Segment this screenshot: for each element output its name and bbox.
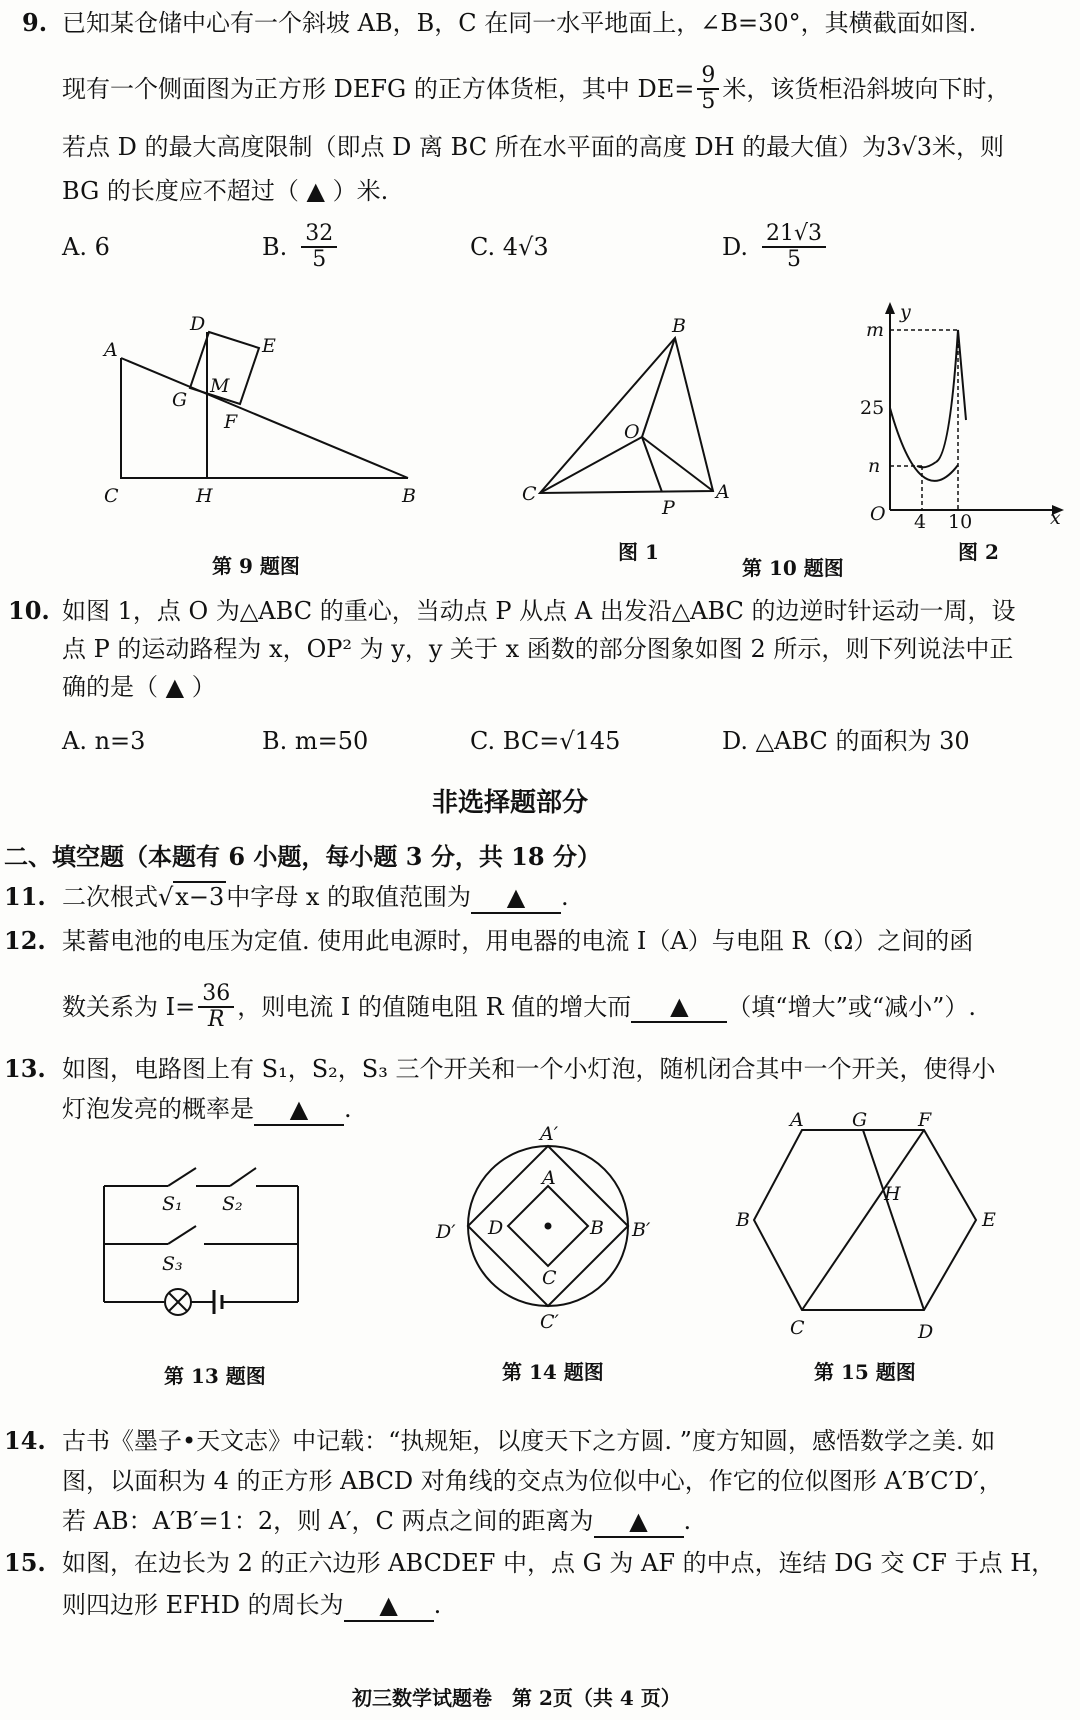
q15-label-a: A (790, 1109, 804, 1131)
q15-line1: 如图，在边长为 2 的正六边形 ABCDEF 中，点 G 为 AF 的中点，连结 DG 交 CF 于点 H， (62, 1549, 1056, 1577)
q13-label-s3: S₃ (162, 1253, 183, 1275)
q10-label-25: 25 (860, 397, 885, 419)
q15-answer-blank[interactable]: ▲ (344, 1590, 434, 1622)
q15-number: 15. (4, 1548, 46, 1577)
q10-fig2-caption: 图 2 (958, 540, 999, 564)
q10-option-a: A. n=3 (62, 727, 146, 755)
q9-label-c: C (104, 485, 119, 507)
q11-radical-sign: √ (158, 883, 174, 911)
q9-label-d: D (190, 313, 206, 335)
q13-answer-blank[interactable]: ▲ (254, 1094, 344, 1126)
q14-label-d-prime: D′ (436, 1221, 456, 1243)
q15-label-f: F (918, 1109, 932, 1131)
q10-label-p: P (662, 497, 675, 519)
q14-label-b-prime: B′ (632, 1219, 651, 1241)
q9-label-a: A (104, 339, 118, 361)
q9-option-d-num: 21√3 (762, 222, 826, 248)
q10-label-m: m (866, 319, 885, 341)
q15-hexagon (754, 1130, 976, 1310)
q15-segment-dg (863, 1130, 924, 1310)
q14-end: . (683, 1507, 692, 1535)
q15-label-e: E (982, 1209, 996, 1231)
q14-label-a: A (542, 1167, 556, 1189)
q9-label-m: M (210, 375, 230, 397)
q12-line2-post: （填“增大”或“减小”）. (727, 993, 977, 1021)
q9-label-f: F (224, 411, 238, 433)
q11-end: . (561, 883, 569, 911)
q9-label-h: H (196, 485, 213, 507)
q9-option-c: C. 4√3 (470, 233, 549, 261)
q14-label-c-prime: C′ (540, 1311, 559, 1333)
q10-label-origin: O (870, 503, 886, 525)
q14-label-c: C (542, 1267, 557, 1289)
q10-option-d: D. △ABC 的面积为 30 (722, 727, 970, 755)
q12-frac-num: 36 (198, 982, 234, 1008)
q14-line2: 图，以面积为 4 的正方形 ABCD 对角线的交点为位似中心，作它的位似图形 A′B′C′D′， (62, 1467, 1003, 1495)
q12-answer-blank[interactable]: ▲ (631, 991, 727, 1023)
q14-label-b: B (590, 1217, 604, 1239)
page-footer: 初三数学试题卷 第 2页（共 4 页） (352, 1686, 681, 1710)
q11-answer-blank[interactable]: ▲ (471, 882, 561, 914)
q15-line2-pre: 则四边形 EFHD 的周长为 (62, 1591, 344, 1619)
q12-number: 12. (4, 926, 46, 955)
q13-caption: 第 13 题图 (164, 1364, 266, 1388)
q9-option-b-den: 5 (312, 247, 327, 272)
q9-option-a: A. 6 (62, 233, 110, 261)
q13-label-s1: S₁ (162, 1193, 183, 1215)
q13-end: . (344, 1095, 352, 1123)
q10-line3: 确的是（ ▲ ） (62, 673, 216, 701)
q10-option-c: C. BC=√145 (470, 727, 621, 755)
q12-line2-pre: 数关系为 I= (62, 993, 196, 1021)
q15-end: . (433, 1591, 442, 1619)
q14-line1: 古书《墨子•天文志》中记载：“执规矩，以度天下之方圆. ”度方知圆，感悟数学之美. 如 (62, 1427, 996, 1455)
q15-label-h: H (884, 1183, 901, 1205)
q13-line1: 如图，电路图上有 S₁，S₂，S₃ 三个开关和一个小灯泡，随机闭合其中一个开关，使得小 (62, 1055, 996, 1083)
q14-caption: 第 14 题图 (502, 1360, 604, 1384)
q11-radicand: x−3 (175, 883, 225, 911)
section-title: 非选择题部分 (432, 788, 589, 818)
q12-frac-den: R (207, 1007, 225, 1032)
q9-option-d-den: 5 (787, 247, 802, 272)
q9-label-e: E (262, 335, 276, 357)
q9-option-d-label: D. (722, 233, 749, 261)
section-part2: 二、填空题（本题有 6 小题，每小题 3 分，共 18 分） (4, 842, 601, 871)
q9-caption: 第 9 题图 (212, 554, 300, 578)
q9-line2-post: 米，该货柜沿斜坡向下时， (722, 75, 1011, 103)
q9-option-b-label: B. (262, 233, 288, 261)
q9-line4: BG 的长度应不超过（ ▲ ）米. (62, 177, 389, 205)
q10-number: 10. (8, 596, 50, 625)
q9-frac-num: 9 (697, 64, 719, 90)
q14-number: 14. (4, 1426, 46, 1455)
q15-label-b: B (736, 1209, 750, 1231)
q9-line1: 已知某仓储中心有一个斜坡 AB，B，C 在同一水平地面上，∠B=30°，其横截面如图. (62, 9, 977, 37)
q10-label-c: C (522, 483, 537, 505)
q15-line2 (62, 1590, 441, 1622)
q10-label-a: A (716, 481, 730, 503)
q10-line1: 如图 1，点 O 为△ABC 的重心，当动点 P 从点 A 出发沿△ABC 的边逆时针运动一周，设 (62, 597, 1016, 625)
q14-answer-blank[interactable]: ▲ (594, 1506, 684, 1538)
q10-label-10: 10 (948, 511, 973, 533)
q14-label-a-prime: A′ (540, 1123, 559, 1145)
q12-line1: 某蓄电池的电压为定值. 使用此电源时，用电器的电流 I（A）与电阻 R（Ω）之间的函 (62, 927, 974, 955)
q10-label-b: B (672, 315, 686, 337)
q12-line2-mid: ，则电流 I 的值随电阻 R 值的增大而 (237, 993, 632, 1021)
q15-caption: 第 15 题图 (814, 1360, 916, 1384)
q9-label-g: G (172, 389, 188, 411)
q14-line3-pre: 若 AB：A′B′=1：2，则 A′，C 两点之间的距离为 (62, 1507, 594, 1535)
q9-line3: 若点 D 的最大高度限制（即点 D 离 BC 所在水平面的高度 DH 的最大值）为3√3米，则 (62, 133, 1004, 161)
q10-option-b: B. m=50 (262, 727, 369, 755)
q9-line2-pre: 现有一个侧面图为正方形 DEFG 的正方体货柜，其中 DE= (62, 75, 695, 103)
q14-line3 (62, 1506, 691, 1538)
q14-label-d: D (488, 1217, 504, 1239)
q11-number: 11. (4, 882, 46, 911)
q10-line2: 点 P 的运动路程为 x，OP² 为 y，y 关于 x 函数的部分图象如图 2 所示，则下列说法中正 (62, 635, 1014, 663)
q10-label-4: 4 (914, 511, 927, 533)
q13-line2-pre: 灯泡发亮的概率是 (62, 1095, 254, 1123)
q10-label-n: n (868, 455, 881, 477)
q15-label-d: D (918, 1321, 934, 1343)
q10-label-y: y (900, 301, 911, 323)
q13-number: 13. (4, 1054, 46, 1083)
q13-label-s2: S₂ (222, 1193, 243, 1215)
q9-label-b: B (402, 485, 416, 507)
q11-text-pre: 二次根式 (62, 883, 158, 911)
q10-label-o: O (624, 421, 640, 443)
q9-number: 9. (22, 8, 48, 37)
q9-option-b-num: 32 (301, 222, 337, 248)
q9-frac-den: 5 (701, 89, 716, 114)
q11-text-post: 中字母 x 的取值范围为 (226, 883, 472, 911)
q10-fig1-caption: 图 1 (618, 540, 659, 564)
q10-caption: 第 10 题图 (742, 556, 844, 580)
q10-label-x: x (1050, 507, 1061, 529)
q15-label-c: C (790, 1317, 805, 1339)
q15-segment-cf (802, 1130, 924, 1310)
q15-label-g: G (852, 1109, 868, 1131)
